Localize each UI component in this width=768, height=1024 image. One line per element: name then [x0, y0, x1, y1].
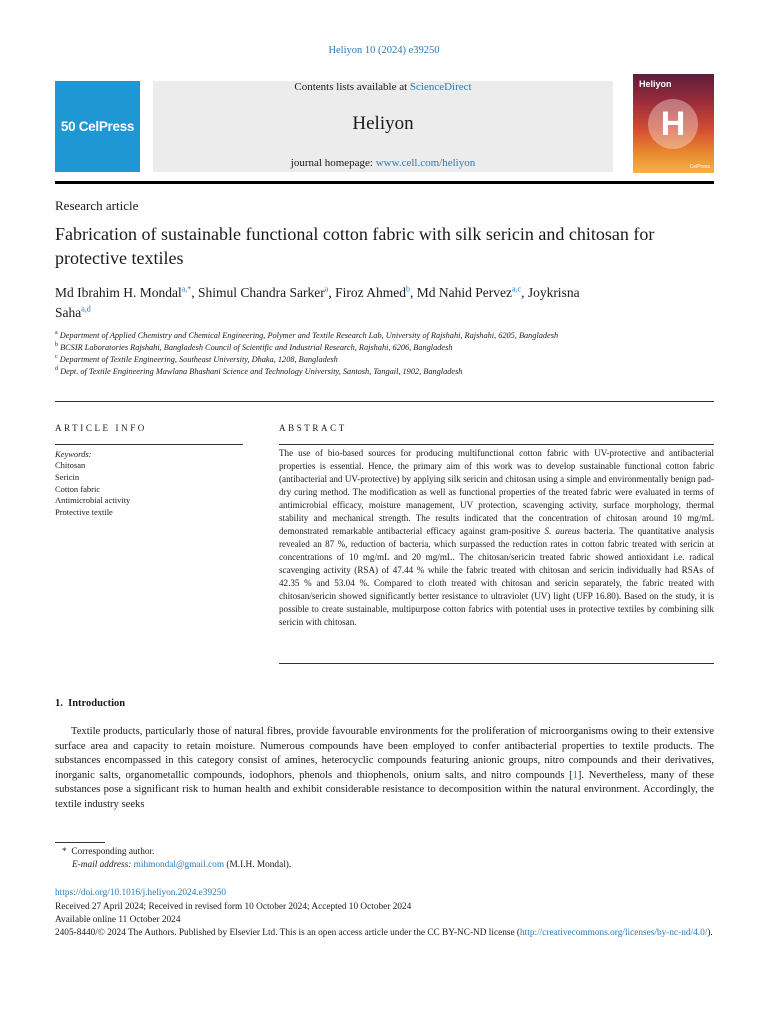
email-label: E-mail address: — [72, 860, 132, 870]
article-info-heading: ARTICLE INFO — [55, 423, 147, 433]
footnote-divider — [55, 842, 105, 843]
doi-link[interactable]: https://doi.org/10.1016/j.heliyon.2024.e39250 — [55, 888, 227, 898]
abstract-text — [279, 447, 714, 629]
journal-name: Heliyon — [352, 113, 414, 134]
cellpress-logo-text: 50 CelPress — [60, 119, 135, 134]
homepage-line — [153, 157, 613, 169]
affiliation-mark: a — [55, 330, 58, 337]
affiliation-item — [55, 354, 615, 366]
contents-line — [153, 81, 613, 93]
author-4[interactable]: Md Nahid Pervez — [416, 285, 512, 300]
author-sep: , — [521, 285, 528, 300]
keyword-item[interactable]: Protective textile — [55, 507, 113, 518]
article-title: Fabrication of sustainable functional cotton fabric with silk sericin and chitosan for protective textiles — [55, 224, 655, 268]
license-suffix: ). — [707, 928, 713, 938]
author-5-affil[interactable]: a,d — [81, 304, 91, 314]
author-sep: , — [328, 285, 336, 300]
journal-cover-thumbnail[interactable] — [633, 74, 714, 173]
affiliation-text: Dept. of Textile Engineering Mawlana Bhashani Science and Technology University, Santosh, Tangail, 1902, Bangladesh — [60, 367, 463, 376]
intro-part: ]. Nevertheless, many of these substances pose a significant risk to human health and exhibit considerable resistance to decomposition within the natural environment. Accordingly, the textile industry seeks — [55, 769, 714, 810]
article-info-divider — [55, 444, 243, 445]
author-1[interactable]: Md Ibrahim H. Mondal — [55, 285, 182, 300]
abstract-part: The use of bio-based sources for producing multifunctional cotton fabric with UV-protective and antibacterial properties is essential. Hence, the primary aim of this work was to develop sustainable functional cotton fabric (antibacterial and UV-protective) by applying silk sericin and chitosan using a simple and environmentally benign pad-dry curing method. The modification as well as functional properties of the treated fabric were evaluated in terms of antimicrobial efficacy, moisture management, UV protection, scavenging activity, surface morphology, thermal stability and mechanical strength. The results indicated that the concentration of chitosan around 10 mg/mL demonstrated remarkable antibacterial efficacy against gram-positive — [279, 448, 714, 536]
keyword-list — [55, 460, 130, 519]
author-sep: , — [409, 285, 417, 300]
author-3[interactable]: Firoz Ahmed — [335, 285, 406, 300]
email-suffix: (M.I.H. Mondal). — [224, 860, 292, 870]
cover-title: Heliyon — [639, 79, 672, 89]
abstract-species: S. aureus — [544, 526, 580, 536]
contents-prefix: Contents lists available at — [294, 81, 410, 93]
author-1-affil[interactable]: a,* — [181, 284, 192, 294]
author-sep: , — [191, 285, 199, 300]
section-title: Introduction — [68, 698, 126, 709]
homepage-link[interactable]: www.cell.com/heliyon — [375, 157, 476, 169]
affiliation-text: Department of Applied Chemistry and Chemical Engineering, Polymer and Textile Research Lab, University of Rajshahi, Rajshahi, 6205, Bangladesh — [59, 331, 559, 340]
keywords-label: Keywords: — [55, 449, 92, 459]
cover-letter: H — [660, 104, 686, 143]
footnote-text: Corresponding author. — [71, 847, 155, 857]
affiliation-text: BCSIR Laboratories Rajshahi, Bangladesh Council of Scientific and Industrial Research, Rajshahi, 6206, Bangladesh — [60, 343, 453, 352]
cellpress-logo[interactable] — [55, 81, 140, 172]
journal-reference[interactable]: Heliyon 10 (2024) e39250 — [328, 45, 440, 56]
keyword-item[interactable]: Chitosan — [55, 460, 86, 470]
footnote-mark: * — [62, 847, 67, 857]
author-4-affil[interactable]: a,c — [511, 284, 522, 294]
intro-part: Textile products, particularly those of natural fibres, provide favourable environments for the proliferation of microorganisms owing to their extensive surface area and capacity to retain moisture. Numerous compounds have been employed to confer antibacterial properties to textile products. The substances encompassed in this category consist of amines, heterocyclic compounds featuring anionic groups, nitro compounds and their derivatives, inorganic salts, organometallic compounds, iodophors, phenols and thiophenols, onium salts, and nitro compounds [ — [55, 726, 714, 781]
abstract-heading: ABSTRACT — [279, 423, 347, 433]
homepage-prefix: journal homepage: — [290, 157, 376, 169]
keyword-item[interactable]: Sericin — [55, 471, 80, 482]
section-heading-introduction — [55, 698, 125, 709]
affiliation-mark: c — [55, 354, 58, 361]
email-note — [72, 860, 291, 870]
affiliation-item — [55, 330, 615, 342]
affiliation-item — [55, 342, 615, 354]
abstract-divider-bottom — [279, 663, 714, 664]
email-link[interactable]: mihmondal@gmail.com — [133, 860, 225, 870]
cover-emblem — [648, 99, 698, 149]
author-2[interactable]: Shimul Chandra Sarker — [198, 285, 325, 300]
affiliation-text: Department of Textile Engineering, Southeast University, Dhaka, 1208, Bangladesh — [59, 355, 338, 364]
online-date: Available online 11 October 2024 — [55, 915, 181, 925]
abstract-divider-top — [279, 444, 714, 445]
introduction-paragraph — [55, 725, 714, 813]
abstract-part: bacteria. The quantitative analysis revealed an 87 %, reduction of bacteria, which surpassed the reduction rates in cotton fabric treated with sericin at concentrations of 10 mg/mL and 20 mg/mL. The chitosan/sericin treated fabric showed antioxidant i.e. radical scavenging activity (RSA) of 47.44 % while the fabric treated with chitosan and sericin individually had RSAs of 42.35 % and 53.04 %. Compared to cloth treated with chitosan and sericin separately, the fabric treated with chitosan/sericin showed significantly better resistance to ultraviolet (UV) light (UFP 16.80). Based on the study, it is possible to create sustainable, multipurpose cotton fabrics with potential uses in protective textiles by combining silk sericin with chitosan. — [279, 526, 715, 627]
author-2-affil[interactable]: a — [324, 284, 329, 294]
header-divider — [55, 181, 714, 184]
section-number: 1. — [55, 698, 63, 709]
history-dates: Received 27 April 2024; Received in revised form 10 October 2024; Accepted 10 October 2024 — [55, 902, 412, 912]
license-prefix: 2405-8440/© 2024 The Authors. Published by Elsevier Ltd. This is an open access article under the CC BY-NC-ND license ( — [55, 928, 521, 938]
affiliation-list — [55, 330, 615, 378]
keyword-item[interactable]: Cotton fabric — [55, 483, 101, 494]
affiliation-mark: d — [55, 366, 58, 373]
citation-link[interactable]: 1 — [572, 769, 578, 781]
article-type: Research article — [55, 198, 139, 213]
keyword-item[interactable]: Antimicrobial activity — [55, 495, 131, 506]
author-5[interactable]: Joykrisna Saha — [55, 285, 580, 320]
license-statement — [55, 927, 714, 940]
sciencedirect-link[interactable]: ScienceDirect — [409, 81, 472, 93]
section-divider — [55, 401, 714, 402]
license-link[interactable]: http://creativecommons.org/licenses/by-nc-nd/4.0/ — [520, 928, 708, 938]
affiliation-item — [55, 366, 615, 378]
affiliation-mark: b — [55, 342, 58, 349]
cover-footer: CelPress — [689, 164, 710, 170]
author-3-affil[interactable]: b — [405, 284, 410, 294]
corresponding-author-note — [62, 847, 154, 857]
author-list — [55, 283, 615, 323]
